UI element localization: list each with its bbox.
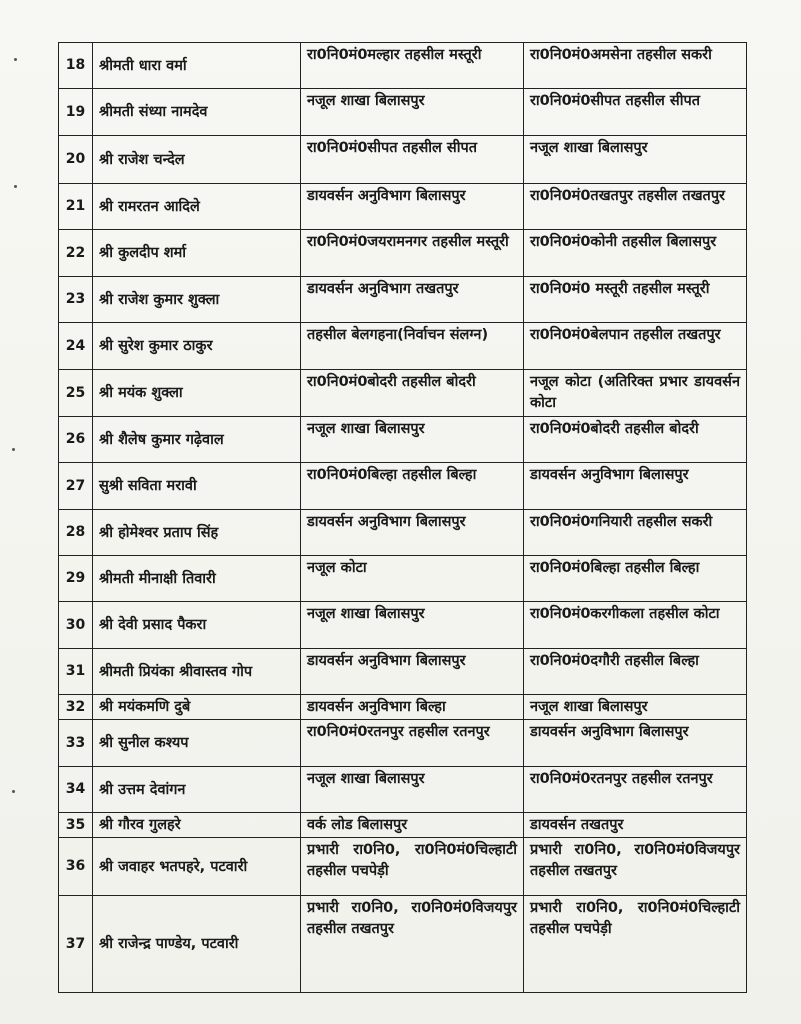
officer-name: श्रीमती मीनाक्षी तिवारी — [93, 556, 301, 602]
new-posting: डायवर्सन अनुविभाग बिलासपुर — [524, 463, 747, 510]
table-row — [59, 556, 747, 602]
current-posting: डायवर्सन अनुविभाग बिलासपुर — [301, 184, 524, 230]
scan-speck — [14, 58, 17, 61]
officer-name: श्रीमती धारा वर्मा — [93, 43, 301, 89]
officer-name: श्री जवाहर भतपहरे, पटवारी — [93, 838, 301, 896]
new-posting: प्रभारी रा0नि0, रा0नि0मं0विजयपुर तहसील तखतपुर — [524, 838, 747, 896]
current-posting: रा0नि0मं0बोदरी तहसील बोदरी — [301, 370, 524, 417]
scan-speck — [12, 790, 15, 793]
table-row — [59, 463, 747, 510]
table-row — [59, 767, 747, 813]
current-posting: वर्क लोड बिलासपुर — [301, 813, 524, 838]
officer-name: सुश्री सविता मरावी — [93, 463, 301, 510]
current-posting: नजूल शाखा बिलासपुर — [301, 417, 524, 463]
current-posting: तहसील बेलगहना(निर्वाचन संलग्न) — [301, 323, 524, 370]
current-posting: प्रभारी रा0नि0, रा0नि0मं0विजयपुर तहसील तखतपुर — [301, 896, 524, 993]
new-posting: रा0नि0मं0कोनी तहसील बिलासपुर — [524, 230, 747, 277]
table-row — [59, 136, 747, 184]
row-number: 31 — [59, 649, 93, 695]
current-posting: रा0नि0मं0जयरामनगर तहसील मस्तूरी — [301, 230, 524, 277]
new-posting: नजूल कोटा (अतिरिक्त प्रभार डायवर्सन कोटा — [524, 370, 747, 417]
table-row — [59, 510, 747, 556]
current-posting: रा0नि0मं0रतनपुर तहसील रतनपुर — [301, 720, 524, 767]
new-posting: रा0नि0मं0 मस्तूरी तहसील मस्तूरी — [524, 277, 747, 323]
row-number: 21 — [59, 184, 93, 230]
officer-name: श्री उत्तम देवांगन — [93, 767, 301, 813]
new-posting: रा0नि0मं0बिल्हा तहसील बिल्हा — [524, 556, 747, 602]
new-posting: डायवर्सन अनुविभाग बिलासपुर — [524, 720, 747, 767]
officer-name: श्री कुलदीप शर्मा — [93, 230, 301, 277]
row-number: 30 — [59, 602, 93, 649]
row-number: 28 — [59, 510, 93, 556]
current-posting: प्रभारी रा0नि0, रा0नि0मं0चिल्हाटी तहसील पचपेड़ी — [301, 838, 524, 896]
new-posting: प्रभारी रा0नि0, रा0नि0मं0चिल्हाटी तहसील पचपेड़ी — [524, 896, 747, 993]
officer-name: श्रीमती प्रियंका श्रीवास्तव गोप — [93, 649, 301, 695]
current-posting: डायवर्सन अनुविभाग तखतपुर — [301, 277, 524, 323]
new-posting: नजूल शाखा बिलासपुर — [524, 695, 747, 720]
table-row — [59, 417, 747, 463]
row-number: 27 — [59, 463, 93, 510]
row-number: 24 — [59, 323, 93, 370]
current-posting: नजूल कोटा — [301, 556, 524, 602]
officer-name: श्री गौरव गुलहरे — [93, 813, 301, 838]
row-number: 33 — [59, 720, 93, 767]
transfer-table-body — [59, 43, 747, 993]
officer-name: श्री राजेश कुमार शुक्ला — [93, 277, 301, 323]
row-number: 25 — [59, 370, 93, 417]
table-row — [59, 89, 747, 136]
table-row — [59, 43, 747, 89]
current-posting: डायवर्सन अनुविभाग बिलासपुर — [301, 510, 524, 556]
table-row — [59, 602, 747, 649]
table-row — [59, 370, 747, 417]
new-posting: रा0नि0मं0दगौरी तहसील बिल्हा — [524, 649, 747, 695]
officer-name: श्री सुरेश कुमार ठाकुर — [93, 323, 301, 370]
table-row — [59, 649, 747, 695]
table-row — [59, 230, 747, 277]
officer-name: श्री राजेश चन्देल — [93, 136, 301, 184]
officer-name: श्री रामरतन आदिले — [93, 184, 301, 230]
table-row — [59, 896, 747, 993]
row-number: 36 — [59, 838, 93, 896]
table-row — [59, 813, 747, 838]
officer-name: श्रीमती संध्या नामदेव — [93, 89, 301, 136]
new-posting: नजूल शाखा बिलासपुर — [524, 136, 747, 184]
table-row — [59, 695, 747, 720]
new-posting: रा0नि0मं0अमसेना तहसील सकरी — [524, 43, 747, 89]
current-posting: रा0नि0मं0सीपत तहसील सीपत — [301, 136, 524, 184]
officer-name: श्री राजेन्द्र पाण्डेय, पटवारी — [93, 896, 301, 993]
table-row — [59, 323, 747, 370]
table-row — [59, 838, 747, 896]
row-number: 34 — [59, 767, 93, 813]
table-row — [59, 720, 747, 767]
current-posting: डायवर्सन अनुविभाग बिल्हा — [301, 695, 524, 720]
row-number: 18 — [59, 43, 93, 89]
officer-name: श्री सुनील कश्यप — [93, 720, 301, 767]
new-posting: रा0नि0मं0बोदरी तहसील बोदरी — [524, 417, 747, 463]
current-posting: नजूल शाखा बिलासपुर — [301, 767, 524, 813]
table-row — [59, 277, 747, 323]
row-number: 29 — [59, 556, 93, 602]
row-number: 19 — [59, 89, 93, 136]
new-posting: रा0नि0मं0बेलपान तहसील तखतपुर — [524, 323, 747, 370]
row-number: 35 — [59, 813, 93, 838]
table-row — [59, 184, 747, 230]
current-posting: रा0नि0मं0बिल्हा तहसील बिल्हा — [301, 463, 524, 510]
scan-speck — [14, 185, 17, 188]
row-number: 26 — [59, 417, 93, 463]
current-posting: नजूल शाखा बिलासपुर — [301, 602, 524, 649]
new-posting: डायवर्सन तखतपुर — [524, 813, 747, 838]
current-posting: नजूल शाखा बिलासपुर — [301, 89, 524, 136]
row-number: 23 — [59, 277, 93, 323]
new-posting: रा0नि0मं0गनियारी तहसील सकरी — [524, 510, 747, 556]
current-posting: रा0नि0मं0मल्हार तहसील मस्तूरी — [301, 43, 524, 89]
officer-name: श्री मयंक शुक्ला — [93, 370, 301, 417]
row-number: 20 — [59, 136, 93, 184]
officer-name: श्री देवी प्रसाद पैकरा — [93, 602, 301, 649]
new-posting: रा0नि0मं0तखतपुर तहसील तखतपुर — [524, 184, 747, 230]
current-posting: डायवर्सन अनुविभाग बिलासपुर — [301, 649, 524, 695]
new-posting: रा0नि0मं0करगीकला तहसील कोटा — [524, 602, 747, 649]
officer-name: श्री होमेश्वर प्रताप सिंह — [93, 510, 301, 556]
new-posting: रा0नि0मं0सीपत तहसील सीपत — [524, 89, 747, 136]
new-posting: रा0नि0मं0रतनपुर तहसील रतनपुर — [524, 767, 747, 813]
row-number: 37 — [59, 896, 93, 993]
row-number: 32 — [59, 695, 93, 720]
scan-speck — [12, 448, 15, 451]
officer-name: श्री शैलेष कुमार गढ़ेवाल — [93, 417, 301, 463]
officer-name: श्री मयंकमणि दुबे — [93, 695, 301, 720]
transfer-table — [58, 42, 747, 993]
row-number: 22 — [59, 230, 93, 277]
